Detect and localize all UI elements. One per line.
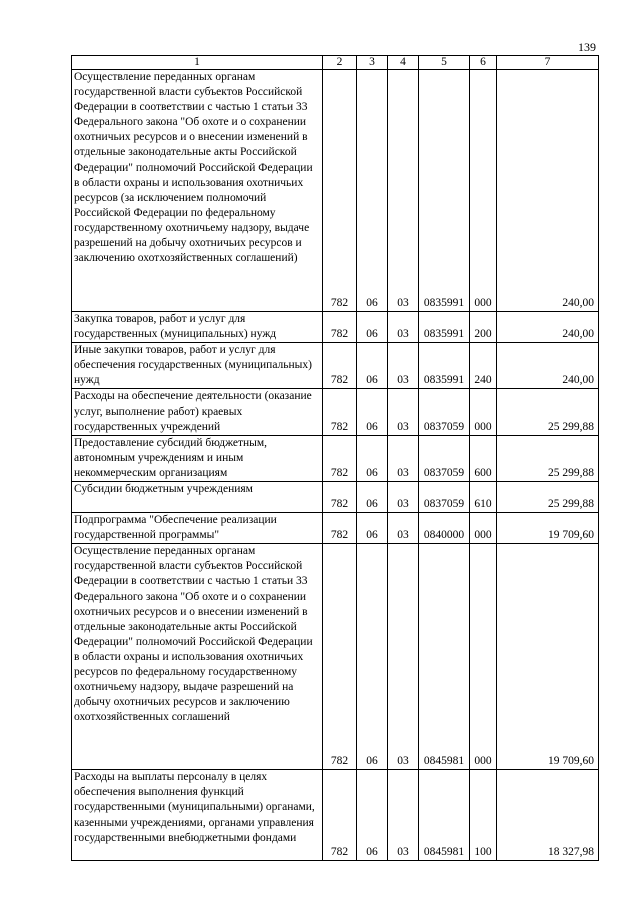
- row-code-c5: 0845981: [423, 755, 465, 768]
- row-code-c5: 0837059: [423, 497, 465, 510]
- row-name: Предоставление субсидий бюджетным, автономным учреждениям и иным некоммерческим организациям: [72, 435, 323, 481]
- row-name: Субсидии бюджетным учреждениям: [72, 482, 323, 513]
- row-code-c3: 06: [357, 312, 388, 343]
- table-row: [72, 389, 599, 435]
- row-code-c6: 000: [474, 529, 492, 542]
- budget-table: [71, 55, 599, 861]
- row-name: Расходы на обеспечение деятельности (оказание услуг, выполнение работ) краевых государственных учреждений: [72, 389, 323, 435]
- column-header: 4: [388, 56, 419, 70]
- row-code-c6: 000: [474, 755, 492, 768]
- row-code-c3: 06: [357, 389, 388, 435]
- row-code-c6: 240: [474, 374, 492, 387]
- row-amount: 19 709,60: [497, 544, 599, 770]
- column-header: 3: [357, 56, 388, 70]
- row-code-c6: 000: [474, 420, 492, 433]
- row-code-c5: 0845981: [423, 846, 465, 859]
- row-code-c4: 03: [388, 770, 419, 861]
- row-code-c3: 06: [357, 513, 388, 544]
- column-header: 5: [419, 56, 470, 70]
- row-code-c4: 03: [388, 70, 419, 312]
- row-code-c5: 0835991: [423, 328, 465, 341]
- row-code-c2: 782: [323, 343, 357, 389]
- row-code-c6: 100: [474, 846, 492, 859]
- row-code-c2: 782: [323, 544, 357, 770]
- table-row: [72, 482, 599, 513]
- row-amount: 240,00: [497, 70, 599, 312]
- row-amount: 18 327,98: [497, 770, 599, 861]
- row-code-c5: 0835991: [423, 296, 465, 309]
- row-code-c3: 06: [357, 482, 388, 513]
- row-code-c3: 06: [357, 343, 388, 389]
- row-name: Осуществление переданных органам государственной власти субъектов Российской Федерации в соответствии с частью 1 статьи 33 Федерального закона "Об охоте и о сохранении охотничьих ресурсов и о внесении изменений в отдельные законодательные акты Российской Федерации" полномочий Российской Федерации в области охраны и использования охотничьих ресурсов по федеральному государственному охотничьему надзору, выдаче разрешений на добычу охотничьих ресурсов и заключению охотхозяйственных соглашений: [72, 544, 323, 770]
- row-code-c3: 06: [357, 544, 388, 770]
- row-code-c4: 03: [388, 343, 419, 389]
- table-row: [72, 770, 599, 861]
- row-code-c4: 03: [388, 513, 419, 544]
- row-code-c2: 782: [323, 435, 357, 481]
- row-code-c5: 0837059: [423, 420, 465, 433]
- row-code-c2: 782: [323, 770, 357, 861]
- column-header: 2: [323, 56, 357, 70]
- row-amount: 19 709,60: [497, 513, 599, 544]
- row-name: Иные закупки товаров, работ и услуг для обеспечения государственных (муниципальных) нужд: [72, 343, 323, 389]
- row-code-c3: 06: [357, 70, 388, 312]
- table-row: [72, 513, 599, 544]
- row-name: Подпрограмма "Обеспечение реализации государственной программы": [72, 513, 323, 544]
- row-name: Расходы на выплаты персоналу в целях обеспечения выполнения функций государственными (муниципальными) органами, казенными учреждениями, органами управления государственными внебюджетными фондами: [72, 770, 323, 861]
- row-code-c2: 782: [323, 482, 357, 513]
- row-amount: 25 299,88: [497, 435, 599, 481]
- row-amount: 240,00: [497, 343, 599, 389]
- row-code-c4: 03: [388, 389, 419, 435]
- row-code-c6: 600: [474, 466, 492, 479]
- row-code-c2: 782: [323, 389, 357, 435]
- row-amount: 25 299,88: [497, 482, 599, 513]
- table-row: [72, 70, 599, 312]
- row-code-c5: 0835991: [423, 374, 465, 387]
- table-row: [72, 435, 599, 481]
- row-code-c4: 03: [388, 312, 419, 343]
- row-amount: 25 299,88: [497, 389, 599, 435]
- row-code-c2: 782: [323, 70, 357, 312]
- row-amount: 240,00: [497, 312, 599, 343]
- column-header: 7: [497, 56, 599, 70]
- row-name: Осуществление переданных органам государственной власти субъектов Российской Федерации в соответствии с частью 1 статьи 33 Федерального закона "Об охоте и о сохранении охотничьих ресурсов и о внесении изменений в отдельные законодательные акты Российской Федерации" полномочий Российской Федерации в области охраны и использования охотничьих ресурсов (за исключением полномочий Российской Федерации по федеральному государственному охотничьему надзору, выдаче разрешений на добычу охотничьих ресурсов и заключению охотхозяйственных соглашений): [72, 70, 323, 312]
- row-code-c6: 200: [474, 328, 492, 341]
- row-code-c2: 782: [323, 513, 357, 544]
- row-code-c5: 0837059: [423, 466, 465, 479]
- column-header: 1: [72, 56, 323, 70]
- row-code-c3: 06: [357, 770, 388, 861]
- table-row: [72, 312, 599, 343]
- row-name: Закупка товаров, работ и услуг для государственных (муниципальных) нужд: [72, 312, 323, 343]
- row-code-c2: 782: [323, 312, 357, 343]
- row-code-c6: 000: [474, 296, 492, 309]
- row-code-c3: 06: [357, 435, 388, 481]
- row-code-c4: 03: [388, 435, 419, 481]
- row-code-c4: 03: [388, 482, 419, 513]
- column-header: 6: [470, 56, 497, 70]
- page-number: 139: [578, 40, 596, 54]
- table-header-row: [72, 56, 599, 70]
- row-code-c4: 03: [388, 544, 419, 770]
- row-code-c5: 0840000: [423, 529, 465, 542]
- table-row: [72, 343, 599, 389]
- table-row: [72, 544, 599, 770]
- row-code-c6: 610: [474, 497, 492, 510]
